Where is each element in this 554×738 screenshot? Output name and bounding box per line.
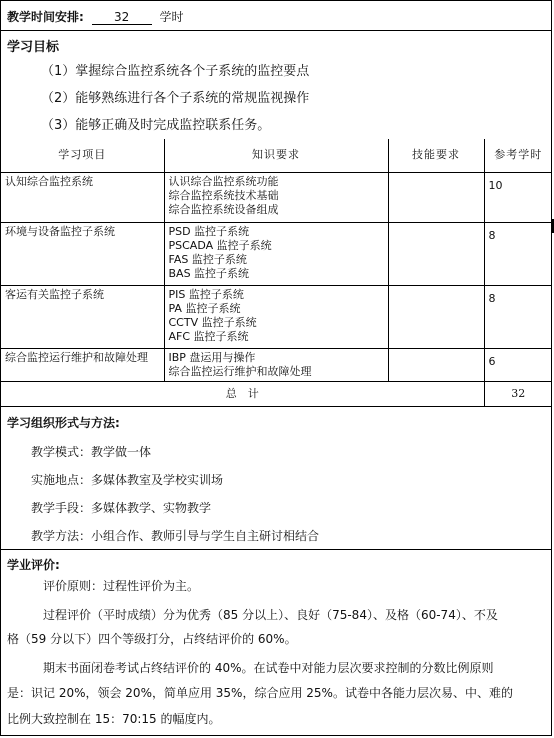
- total-value: 32: [484, 381, 552, 406]
- header-hours: 参考学时: [484, 139, 552, 172]
- table-row: [1, 222, 552, 285]
- objective-item: （2）能够熟练进行各个子系统的常规监视操作: [41, 91, 310, 106]
- objectives-section: [1, 31, 551, 139]
- knowledge-line: AFC 监控子系统: [168, 329, 249, 343]
- evaluation-principle: 评价原则：过程性评价为主。: [43, 579, 200, 593]
- organization-item: 实施地点：多媒体教室及学校实训场: [31, 473, 224, 487]
- organization-section: [1, 408, 551, 550]
- organization-title: 学习组织形式与方法:: [7, 416, 120, 430]
- evaluation-exam: 期末书面闭卷考试占终结评价的 40%。在试卷中对能力层次要求控制的分数比例原则: [43, 661, 494, 675]
- hours-unit: 学时: [159, 10, 184, 24]
- hours-cell: 6: [484, 348, 552, 381]
- knowledge-line: PSD 监控子系统: [168, 224, 250, 238]
- skill-cell: [388, 222, 484, 285]
- total-row: [1, 381, 552, 406]
- knowledge-line: PIS 监控子系统: [168, 287, 244, 301]
- header-project: 学习项目: [1, 139, 164, 172]
- knowledge-line: PSCADA 监控子系统: [168, 238, 272, 252]
- knowledge-line: 综合监控系统技术基础: [168, 188, 279, 202]
- hours-label: 教学时间安排:: [7, 10, 84, 24]
- organization-item: 教学手段：多媒体教学、实物教学: [31, 501, 212, 515]
- skill-cell: [388, 285, 484, 348]
- evaluation-title: 学业评价:: [7, 558, 60, 572]
- organization-item: 教学模式：教学做一体: [31, 445, 152, 459]
- skill-cell: [388, 172, 484, 222]
- evaluation-exam: 比例大致控制在 15：70:15 的幅度内。: [7, 712, 221, 726]
- knowledge-line: 综合监控系统设备组成: [168, 202, 279, 216]
- objectives-title: 学习目标: [7, 40, 60, 55]
- table-row: [1, 285, 552, 348]
- hours-row: [1, 1, 551, 31]
- header-skill: 技能要求: [388, 139, 484, 172]
- evaluation-exam: 是：识记 20%，领会 20%，简单应用 35%，综合应用 25%。试卷中各能力层次易、中、难的: [7, 686, 513, 700]
- evaluation-process: 格（59 分以下）四个等级打分，占终结评价的 60%。: [7, 632, 297, 646]
- evaluation-section: [1, 550, 551, 737]
- organization-item: 教学方法：小组合作、教师引导与学生自主研讨相结合: [31, 529, 320, 543]
- table-row: [1, 172, 552, 222]
- total-label: 总 计: [1, 381, 484, 406]
- knowledge-line: 综合监控运行维护和故障处理: [168, 364, 312, 378]
- project-cell: 环境与设备监控子系统: [1, 222, 164, 285]
- knowledge-cell: [164, 348, 388, 381]
- objective-item: （1）掌握综合监控系统各个子系统的监控要点: [41, 64, 310, 79]
- knowledge-cell: [164, 285, 388, 348]
- study-items-table: [1, 139, 552, 407]
- knowledge-cell: [164, 172, 388, 222]
- knowledge-line: BAS 监控子系统: [168, 266, 250, 280]
- hours-cell: 8: [484, 285, 552, 348]
- hours-cell: 8: [484, 222, 552, 285]
- hours-value: 32: [92, 10, 152, 25]
- project-cell: 综合监控运行维护和故障处理: [1, 348, 164, 381]
- knowledge-line: CCTV 监控子系统: [168, 315, 257, 329]
- hours-cell: 10: [484, 172, 552, 222]
- knowledge-line: FAS 监控子系统: [168, 252, 247, 266]
- skill-cell: [388, 348, 484, 381]
- objective-item: （3）能够正确及时完成监控联系任务。: [41, 118, 271, 133]
- knowledge-line: IBP 盘运用与操作: [168, 350, 256, 364]
- project-cell: 认知综合监控系统: [1, 172, 164, 222]
- header-knowledge: 知识要求: [164, 139, 388, 172]
- knowledge-cell: [164, 222, 388, 285]
- table-header-row: [1, 139, 552, 172]
- knowledge-line: 认识综合监控系统功能: [168, 174, 279, 188]
- project-cell: 客运有关监控子系统: [1, 285, 164, 348]
- table-row: [1, 348, 552, 381]
- evaluation-process: 过程评价（平时成绩）分为优秀（85 分以上）、良好（75-84）、及格（60-74）、不及: [43, 608, 498, 622]
- knowledge-line: PA 监控子系统: [168, 301, 241, 315]
